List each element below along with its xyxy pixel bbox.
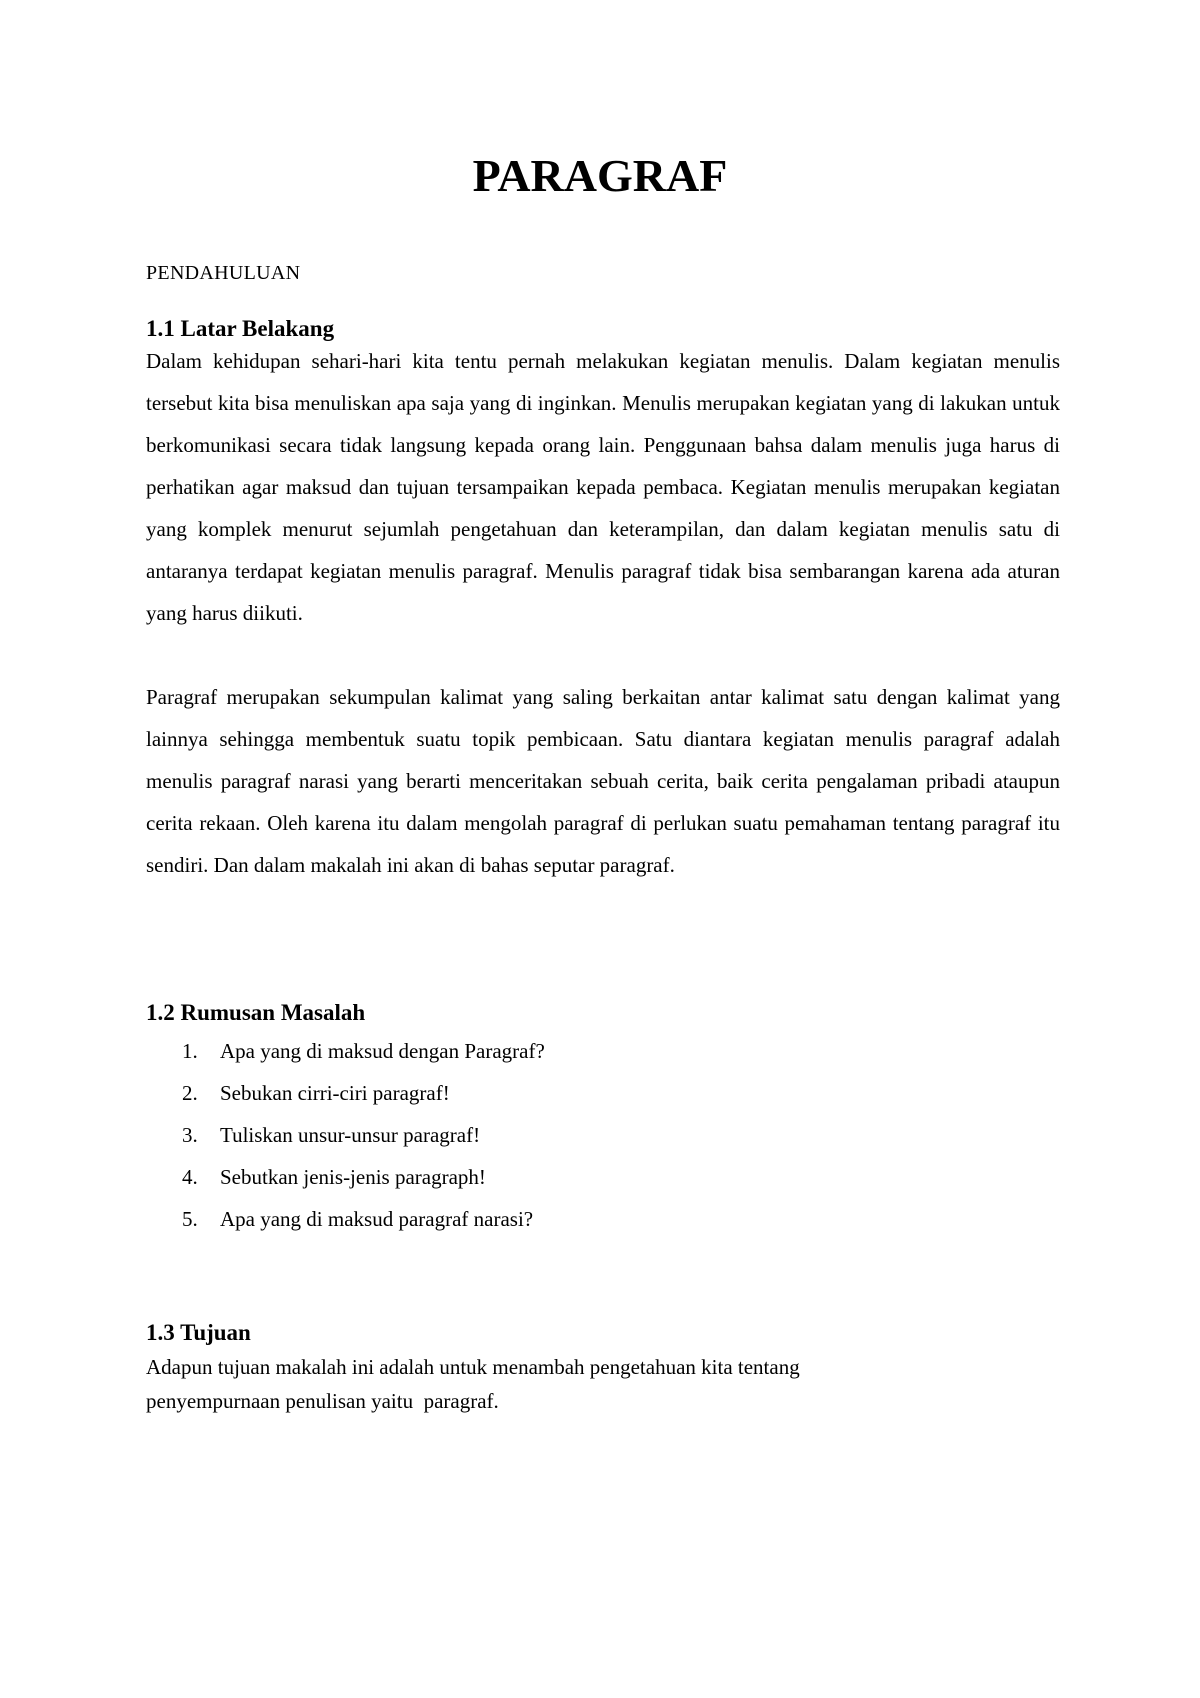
list-item-number: 1. (182, 1039, 198, 1063)
list-item (146, 1072, 1046, 1114)
list-item-text: Tuliskan unsur-unsur paragraf! (220, 1123, 481, 1147)
list-item (146, 1198, 1046, 1240)
purpose-line-1: Adapun tujuan makalah ini adalah untuk menambah pengetahuan kita tentang (146, 1355, 800, 1379)
list-item (146, 1030, 1046, 1072)
list-item-text: Sebutkan jenis-jenis paragraph! (220, 1165, 486, 1189)
document-title: PARAGRAF (472, 150, 728, 201)
section-heading-purpose: 1.3 Tujuan (146, 1320, 251, 1345)
list-item-number: 4. (182, 1165, 198, 1189)
list-item-text: Sebukan cirri-ciri paragraf! (220, 1081, 450, 1105)
purpose-line-2: penyempurnaan penulisan yaitu paragraf. (146, 1389, 499, 1413)
list-item (146, 1114, 1046, 1156)
list-item-number: 5. (182, 1207, 198, 1231)
list-item-number: 3. (182, 1123, 198, 1147)
section-heading-problems: 1.2 Rumusan Masalah (146, 1000, 366, 1025)
chapter-title: PENDAHULUAN (146, 262, 301, 284)
list-item-text: Apa yang di maksud dengan Paragraf? (220, 1039, 545, 1063)
list-item-text: Apa yang di maksud paragraf narasi? (220, 1207, 534, 1231)
purpose-paragraph (146, 1350, 1046, 1418)
section-heading-background: 1.1 Latar Belakang (146, 316, 335, 341)
list-item-number: 2. (182, 1081, 198, 1105)
background-paragraph-2: Paragraf merupakan sekumpulan kalimat yang saling berkaitan antar kalimat satu dengan kalimat yang lainnya sehingga membentuk suatu topik pembicaan. Satu diantara kegiatan menulis paragraf adalah menulis paragraf narasi yang berarti menceritakan sebuah cerita, baik cerita pengalaman pribadi ataupun cerita rekaan. Oleh karena itu dalam mengolah paragraf di perlukan suatu pemahaman tentang paragraf itu sendiri. Dan dalam makalah ini akan di bahas seputar paragraf. (146, 685, 1060, 877)
list-item (146, 1156, 1046, 1198)
problem-list (146, 1030, 1046, 1240)
background-paragraph-1: Dalam kehidupan sehari-hari kita tentu pernah melakukan kegiatan menulis. Dalam kegiatan menulis tersebut kita bisa menuliskan apa saja yang di inginkan. Menulis merupakan kegiatan yang di lakukan untuk berkomunikasi secara tidak langsung kepada orang lain. Penggunaan bahsa dalam menulis juga harus di perhatikan agar maksud dan tujuan tersampaikan kepada pembaca. Kegiatan menulis merupakan kegiatan yang komplek menurut sejumlah pengetahuan dan keterampilan, dan dalam kegiatan menulis satu di antaranya terdapat kegiatan menulis paragraf. Menulis paragraf tidak bisa sembarangan karena ada aturan yang harus diikuti. (146, 349, 1060, 625)
